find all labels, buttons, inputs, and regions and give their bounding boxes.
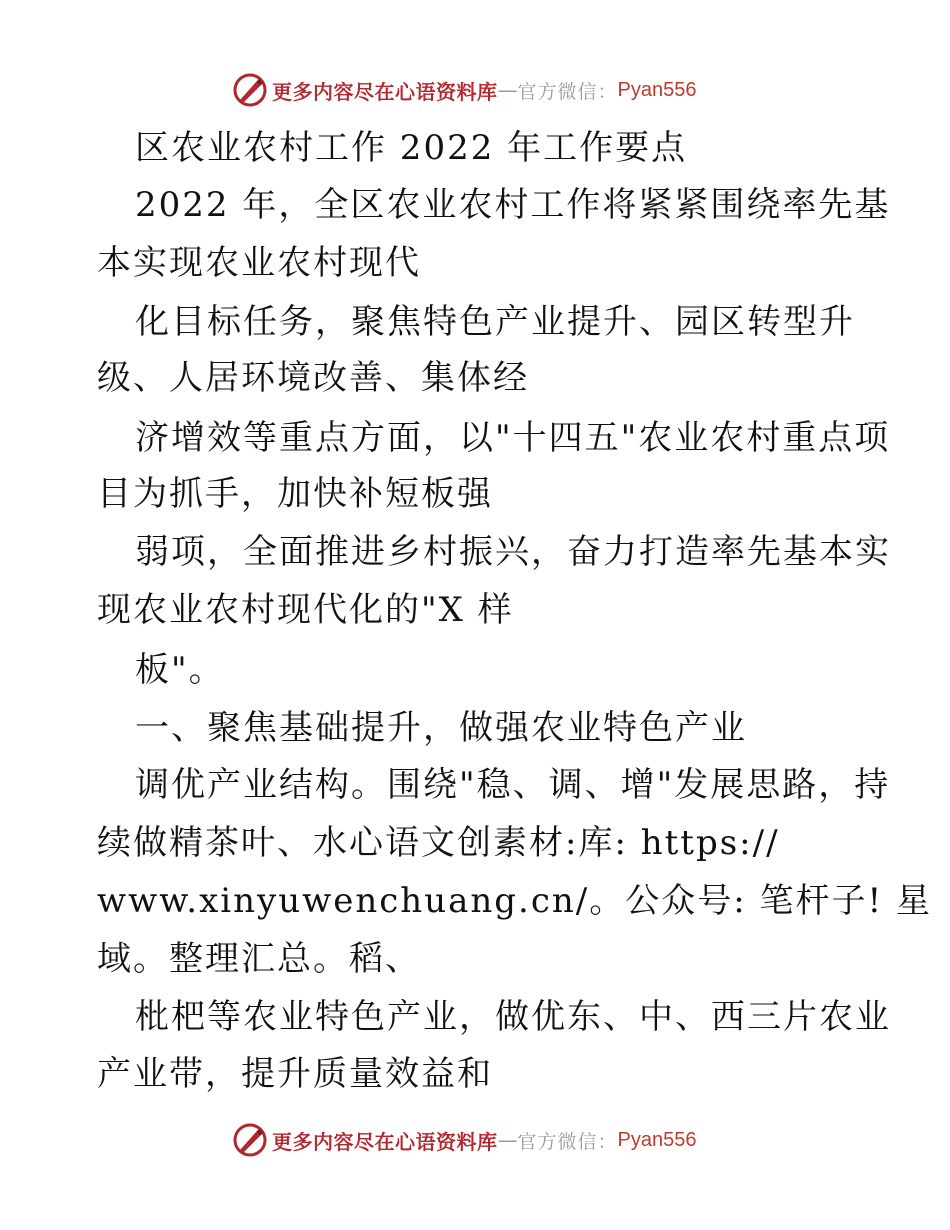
paragraph-line: www.xinyuwenchuang.cn/。公众号: 笔杆子! 星	[97, 881, 932, 921]
watermark-id: Pyan556	[617, 78, 697, 101]
paragraph-line: 本实现农业农村现代	[97, 243, 421, 283]
paragraph-line: 现农业农村现代化的"X 样	[97, 590, 514, 630]
paragraph-line: 枇杷等农业特色产业，做优东、中、西三片农业	[135, 997, 891, 1037]
watermark-id: Pyan556	[617, 1128, 697, 1151]
pen-logo-icon	[232, 72, 268, 108]
footer-watermark	[232, 1120, 696, 1160]
document-title: 区农业农村工作 2022 年工作要点	[135, 128, 688, 168]
header-watermark	[232, 70, 696, 110]
watermark-brand: 更多内容尽在心语资料库	[272, 1129, 498, 1154]
paragraph-line: 产业带，提升质量效益和	[97, 1054, 493, 1094]
watermark-official: 官方微信：	[517, 1130, 618, 1153]
paragraph-line: 续做精茶叶、水心语文创素材:库: https://	[97, 823, 780, 863]
paragraph-line: 化目标任务，聚焦特色产业提升、园区转型升	[135, 302, 855, 342]
paragraph-line: 域。整理汇总。稻、	[97, 939, 421, 979]
watermark-brand: 更多内容尽在心语资料库	[272, 79, 498, 104]
paragraph-line: 2022 年，全区农业农村工作将紧紧围绕率先基	[135, 185, 891, 225]
paragraph-line: 弱项，全面推进乡村振兴，奋力打造率先基本实	[135, 532, 891, 572]
pen-logo-icon	[232, 1122, 268, 1158]
paragraph-line: 目为抓手，加快补短板强	[97, 474, 493, 514]
paragraph-line: 板"。	[135, 650, 225, 690]
watermark-separator: —	[497, 1128, 518, 1152]
watermark-official: 官方微信：	[517, 80, 618, 103]
paragraph-line: 济增效等重点方面，以"十四五"农业农村重点项	[135, 418, 891, 458]
watermark-separator: —	[497, 78, 518, 102]
section-heading: 一、聚焦基础提升，做强农业特色产业	[135, 708, 747, 748]
paragraph-line: 级、人居环境改善、集体经	[97, 358, 529, 398]
paragraph-line: 调优产业结构。围绕"稳、调、增"发展思路，持	[135, 765, 891, 805]
